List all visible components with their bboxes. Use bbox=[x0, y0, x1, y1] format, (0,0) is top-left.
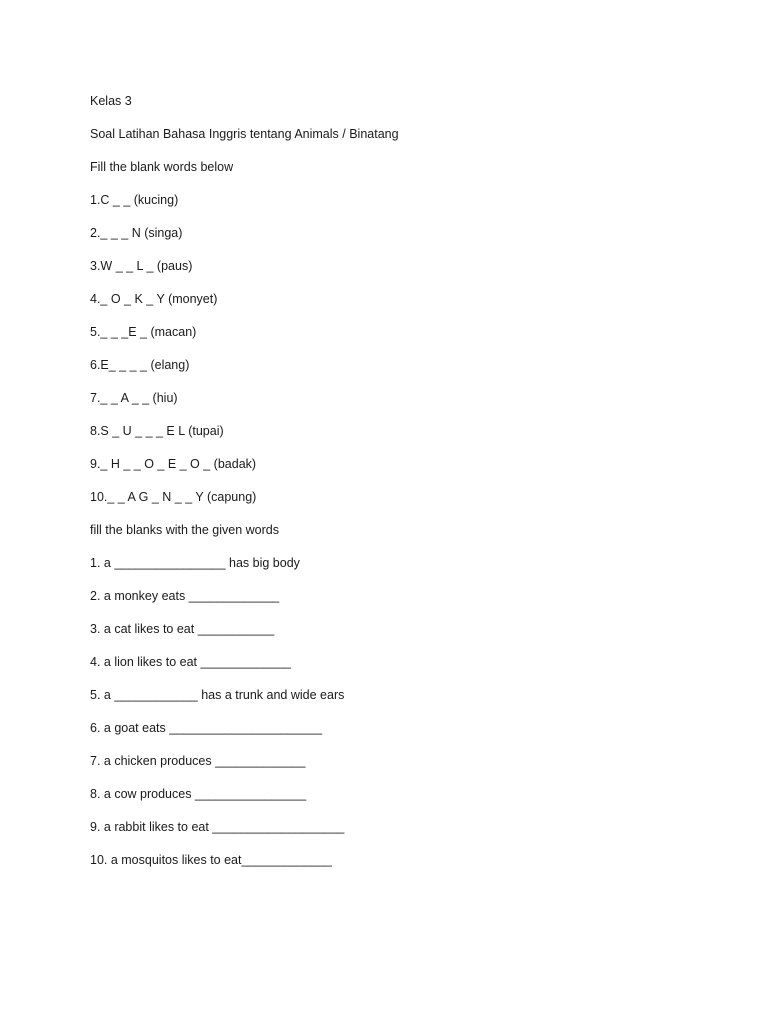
sentence-item: 8. a cow produces ________________ bbox=[90, 787, 307, 801]
sentence-item: 7. a chicken produces _____________ bbox=[90, 754, 306, 768]
sentence-item: 2. a monkey eats _____________ bbox=[90, 589, 280, 603]
worksheet-title: Soal Latihan Bahasa Inggris tentang Animals / Binatang bbox=[90, 127, 399, 141]
sentence-item: 4. a lion likes to eat _____________ bbox=[90, 655, 291, 669]
section2-list bbox=[90, 554, 730, 870]
sentence-item: 3. a cat likes to eat ___________ bbox=[90, 622, 275, 636]
question-item: 8.S _ U _ _ _ E L (tupai) bbox=[90, 424, 224, 438]
sentence-item: 5. a ____________ has a trunk and wide ears bbox=[90, 688, 345, 702]
question-item: 3.W _ _ L _ (paus) bbox=[90, 259, 193, 273]
question-item: 1.C _ _ (kucing) bbox=[90, 193, 179, 207]
question-item: 7._ _ A _ _ (hiu) bbox=[90, 391, 178, 405]
question-item: 5._ _ _E _ (macan) bbox=[90, 325, 197, 339]
sentence-item: 10. a mosquitos likes to eat_____________ bbox=[90, 853, 332, 867]
question-item: 2._ _ _ N (singa) bbox=[90, 226, 183, 240]
section2-instruction: fill the blanks with the given words bbox=[90, 523, 279, 537]
sentence-item: 9. a rabbit likes to eat ___________________ bbox=[90, 820, 345, 834]
sentence-item: 1. a ________________ has big body bbox=[90, 556, 300, 570]
question-item: 9._ H _ _ O _ E _ O _ (badak) bbox=[90, 457, 257, 471]
worksheet-page bbox=[90, 92, 730, 884]
section1-instruction: Fill the blank words below bbox=[90, 160, 234, 174]
sentence-item: 6. a goat eats ______________________ bbox=[90, 721, 323, 735]
question-item: 6.E_ _ _ _ (elang) bbox=[90, 358, 190, 372]
section1-list bbox=[90, 191, 730, 507]
question-item: 4._ O _ K _ Y (monyet) bbox=[90, 292, 218, 306]
question-item: 10._ _ A G _ N _ _ Y (capung) bbox=[90, 490, 257, 504]
class-label: Kelas 3 bbox=[90, 94, 132, 108]
